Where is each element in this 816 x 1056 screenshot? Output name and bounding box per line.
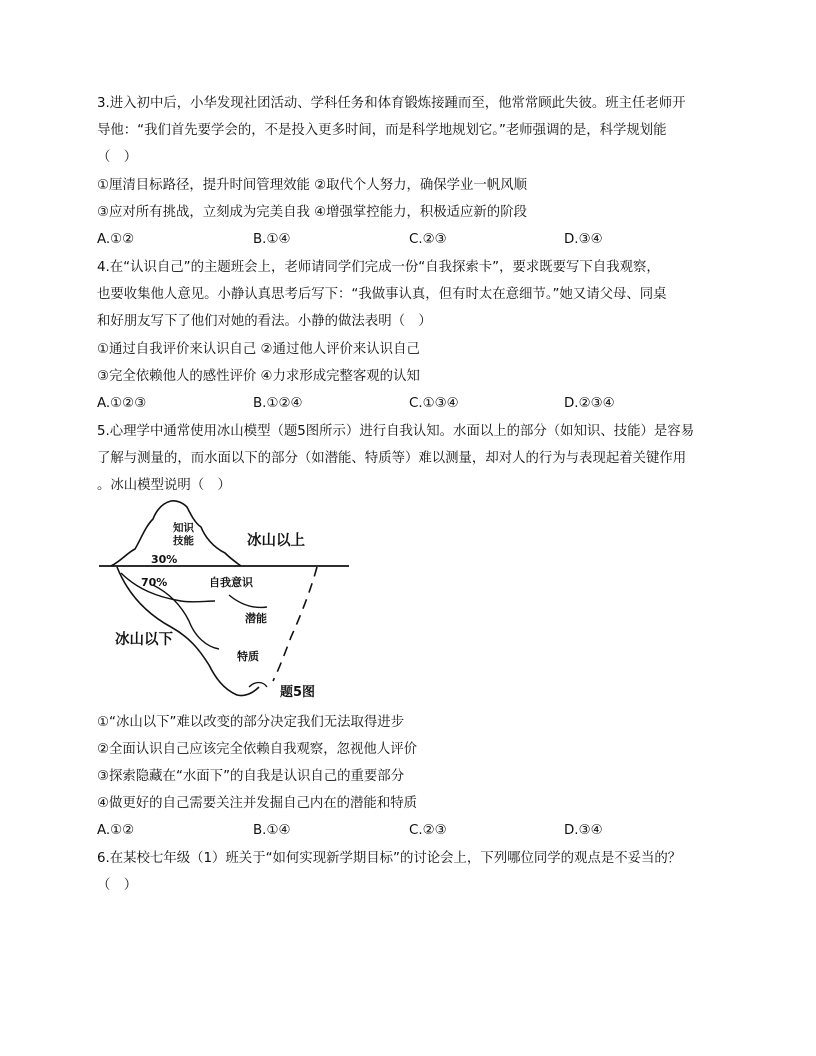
label-above: 冰山以上 — [247, 533, 305, 549]
q5-stem-line-2: 了解与测量的，而水面以下的部分（如潜能、特质等）难以测量，却对人的行为与表现起着关键作用 — [97, 451, 687, 466]
q3-option-a: A.①② — [97, 232, 135, 247]
iceberg-right-edge — [273, 567, 317, 681]
q4-statement-row-1: ①通过自我评价来认识自己 ②通过他人评价来认识自己 — [97, 342, 420, 357]
q3-option-c: C.②③ — [409, 232, 447, 247]
label-traits: 特质 — [237, 650, 259, 663]
q4-option-d: D.②③④ — [564, 396, 615, 411]
layer-curve-4 — [249, 683, 267, 688]
q5-statement-1: ①“冰山以下”难以改变的部分决定我们无法取得进步 — [97, 715, 405, 730]
label-potential: 潜能 — [245, 612, 267, 625]
q5-option-c: C.②③ — [409, 823, 447, 838]
q5-option-d: D.③④ — [564, 823, 603, 838]
q4-stem-line-3: 和好朋友写下了他们对她的看法。小静的做法表明（ ） — [97, 314, 432, 329]
q4-statement-row-2: ③完全依赖他人的感性评价 ④力求形成完整客观的认知 — [97, 369, 420, 384]
q5-option-a: A.①② — [97, 823, 135, 838]
label-zhishi: 知识 — [173, 522, 194, 534]
iceberg-figure — [97, 497, 357, 705]
q3-statement-row-2: ③应对所有挑战，立刻成为完美自我 ④增强掌控能力，积极适应新的阶段 — [97, 205, 527, 220]
q3-stem-line-1: 3.进入初中后，小华发现社团活动、学科任务和体育锻炼接踵而至，他常常顾此失彼。班主任老师开 — [97, 96, 686, 111]
label-70pct: 70% — [141, 576, 168, 589]
iceberg-drawing — [97, 497, 357, 705]
q4-stem-line-2: 也要收集他人意见。小静认真思考后写下：“我做事认真，但有时太在意细节。”她又请父母、同桌 — [97, 287, 667, 302]
q3-statement-row-1: ①厘清目标路径，提升时间管理效能 ②取代个人努力，确保学业一帆风顺 — [97, 178, 527, 193]
q5-statement-3: ③探索隐藏在“水面下”的自我是认识自己的重要部分 — [97, 769, 405, 784]
q4-option-c: C.①③④ — [409, 396, 459, 411]
q5-stem-line-1: 5.心理学中通常使用冰山模型（题5图所示）进行自我认知。水面以上的部分（如知识、技能）是容易 — [97, 424, 695, 439]
q4-option-a: A.①②③ — [97, 396, 147, 411]
q3-stem-line-2: 导他：“我们首先要学会的，不是投入更多时间，而是科学地规划它。”老师强调的是，科学规划能 — [97, 123, 667, 138]
layer-curve-3 — [229, 595, 267, 608]
q3-stem-line-3: （ ） — [97, 150, 138, 165]
q5-stem-line-3: 。冰山模型说明（ ） — [97, 478, 231, 493]
q5-statement-2: ②全面认识自己应该完全依赖自我观察，忽视他人评价 — [97, 742, 417, 757]
figure-caption: 题5图 — [280, 685, 316, 700]
q4-option-b: B.①②④ — [253, 396, 303, 411]
q3-option-b: B.①④ — [253, 232, 291, 247]
label-self-awareness: 自我意识 — [209, 576, 253, 589]
label-30pct: 30% — [151, 553, 178, 566]
label-below: 冰山以下 — [115, 632, 173, 648]
q6-stem-line-1: 6.在某校七年级（1）班关于“如何实现新学期目标”的讨论会上，下列哪位同学的观点是不妥当的？ — [97, 851, 682, 866]
q5-statement-4: ④做更好的自己需要关注并发掘自己内在的潜能和特质 — [97, 796, 417, 811]
q6-stem-line-2: （ ） — [97, 878, 138, 893]
q4-stem-line-1: 4.在“认识自己”的主题班会上，老师请同学们完成一份“自我探索卡”，要求既要写下自我观察， — [97, 260, 660, 275]
q5-option-b: B.①④ — [253, 823, 291, 838]
q3-option-d: D.③④ — [564, 232, 603, 247]
label-jineng: 技能 — [173, 535, 194, 547]
